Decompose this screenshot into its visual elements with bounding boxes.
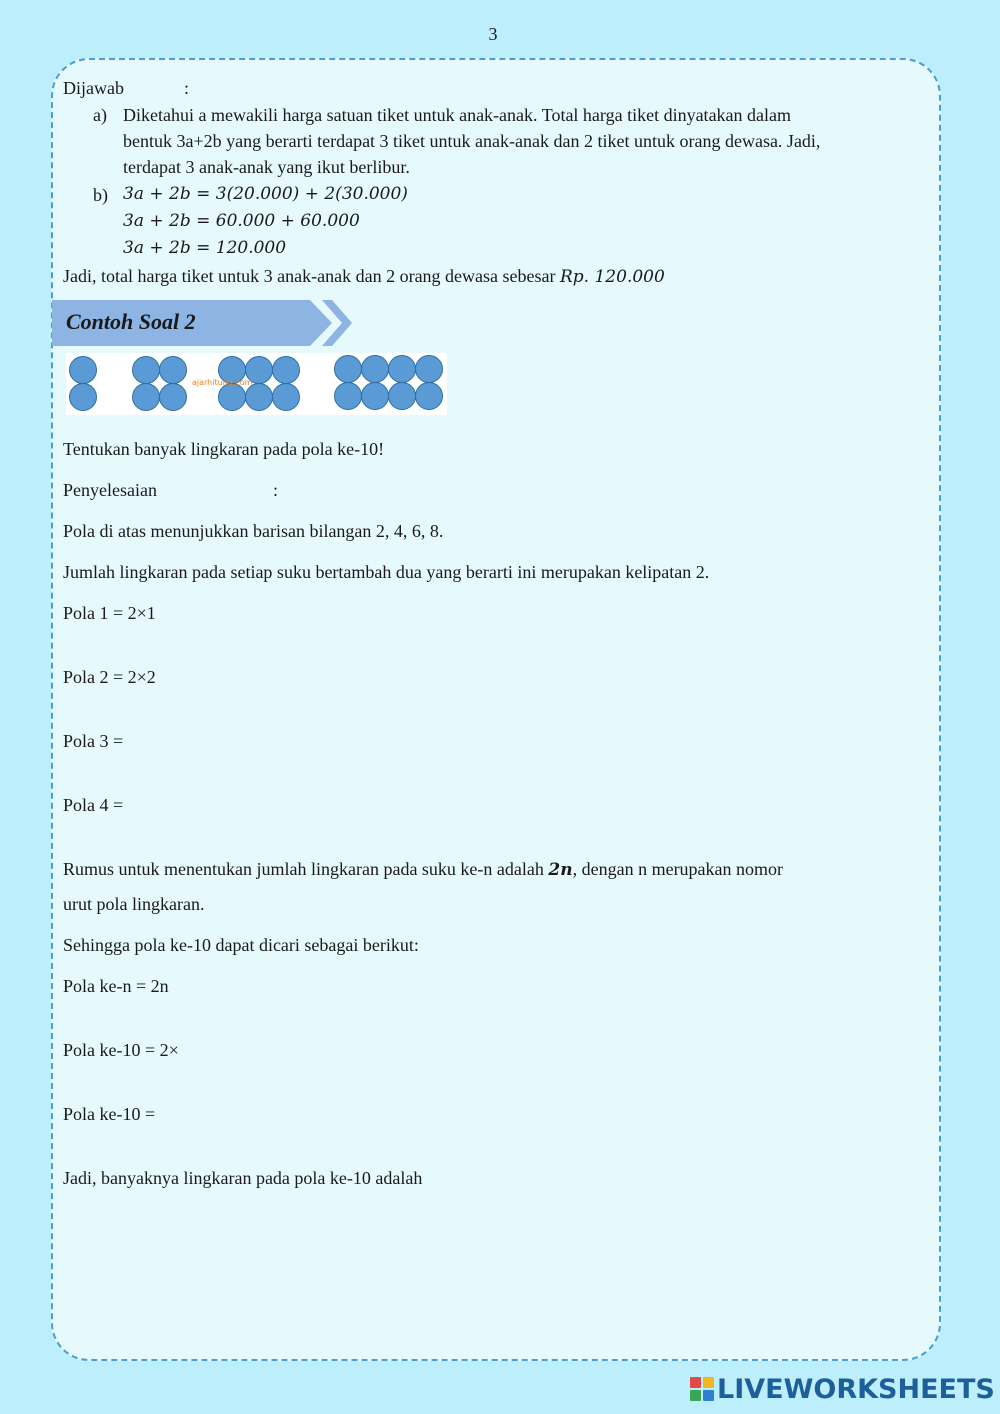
pola-1: Pola 1 = 2×1 <box>63 603 156 623</box>
equation-1: 3a + 2b = 3(20.000) + 2(30.000) <box>123 184 408 204</box>
pattern4-circle <box>335 356 362 383</box>
liveworksheets-text: LIVEWORKSHEETS <box>717 1373 995 1405</box>
solution-paragraph-1: Pola di atas menunjukkan barisan bilangan 2, 4, 6, 8. <box>63 521 444 541</box>
pattern2-circle <box>160 384 187 411</box>
equation-2: 3a + 2b = 60.000 + 60.000 <box>123 211 360 231</box>
pattern4-circle <box>362 383 389 410</box>
pola-ke-n: Pola ke-n = 2n <box>63 976 169 996</box>
answer-colon: : <box>184 78 190 98</box>
liveworksheets-logo <box>690 1373 995 1405</box>
rumus-line-1 <box>63 859 783 880</box>
answer-a-line2: bentuk 3a+2b yang berarti terdapat 3 tiket untuk anak-anak dan 2 tiket untuk orang dewasa. Jadi, <box>123 131 821 151</box>
pattern1-circle <box>70 384 97 411</box>
answer-a-line1: Diketahui a mewakili harga satuan tiket untuk anak-anak. Total harga tiket dinyatakan dalam <box>123 105 792 125</box>
pola-2: Pola 2 = 2×2 <box>63 667 156 687</box>
equation-3: 3a + 2b = 120.000 <box>123 238 287 258</box>
final-statement: Jadi, banyaknya lingkaran pada pola ke-10 adalah <box>63 1168 423 1188</box>
solution-label: Penyelesaian <box>63 480 157 500</box>
rumus-formula: 2n <box>548 860 573 880</box>
pattern1-circle <box>70 357 97 384</box>
pattern2-circle <box>133 384 160 411</box>
solution-paragraph-2: Jumlah lingkaran pada setiap suku bertambah dua yang berarti ini merupakan kelipatan 2. <box>63 562 710 582</box>
pattern4-circle <box>416 383 443 410</box>
answer-conclusion <box>63 266 665 287</box>
pattern4-circle <box>362 356 389 383</box>
pattern4-circle <box>335 383 362 410</box>
page-number: 3 <box>488 24 498 44</box>
pattern4-circle <box>389 356 416 383</box>
answer-b-marker: b) <box>93 185 108 205</box>
rumus-line-2: urut pola lingkaran. <box>63 894 205 914</box>
example-title: Contoh Soal 2 <box>66 309 196 334</box>
pattern4-circle <box>416 356 443 383</box>
pattern4-circle <box>389 383 416 410</box>
sehingga-text: Sehingga pola ke-10 dapat dicari sebagai berikut: <box>63 935 419 955</box>
question-text: Tentukan banyak lingkaran pada pola ke-10! <box>63 439 385 459</box>
figure-watermark: ajarhitung.com <box>192 378 253 387</box>
rumus-after: , dengan n merupakan nomor <box>572 859 784 879</box>
solution-colon: : <box>273 480 279 500</box>
answer-a-line3: terdapat 3 anak-anak yang ikut berlibur. <box>123 157 410 177</box>
pattern3-circle <box>219 384 246 411</box>
answer-label: Dijawab <box>63 78 124 98</box>
pola-4: Pola 4 = <box>63 795 124 815</box>
answer-conclusion-value: Rp. 120.000 <box>560 267 665 287</box>
pattern2-circle <box>160 357 187 384</box>
circle-pattern <box>66 353 447 415</box>
pattern3-circle <box>246 384 273 411</box>
answer-conclusion-text: Jadi, total harga tiket untuk 3 anak-anak dan 2 orang dewasa sebesar <box>63 266 556 286</box>
pola-ke-10-b: Pola ke-10 = <box>63 1104 156 1124</box>
pola-ke-10-a: Pola ke-10 = 2× <box>63 1040 179 1060</box>
pattern3-circle <box>273 357 300 384</box>
pola-3: Pola 3 = <box>63 731 124 751</box>
pattern3-circle <box>273 384 300 411</box>
answer-a-marker: a) <box>93 105 107 125</box>
pattern2-circle <box>133 357 160 384</box>
liveworksheets-icon <box>690 1377 714 1401</box>
rumus-before: Rumus untuk menentukan jumlah lingkaran pada suku ke-n adalah <box>63 859 544 879</box>
